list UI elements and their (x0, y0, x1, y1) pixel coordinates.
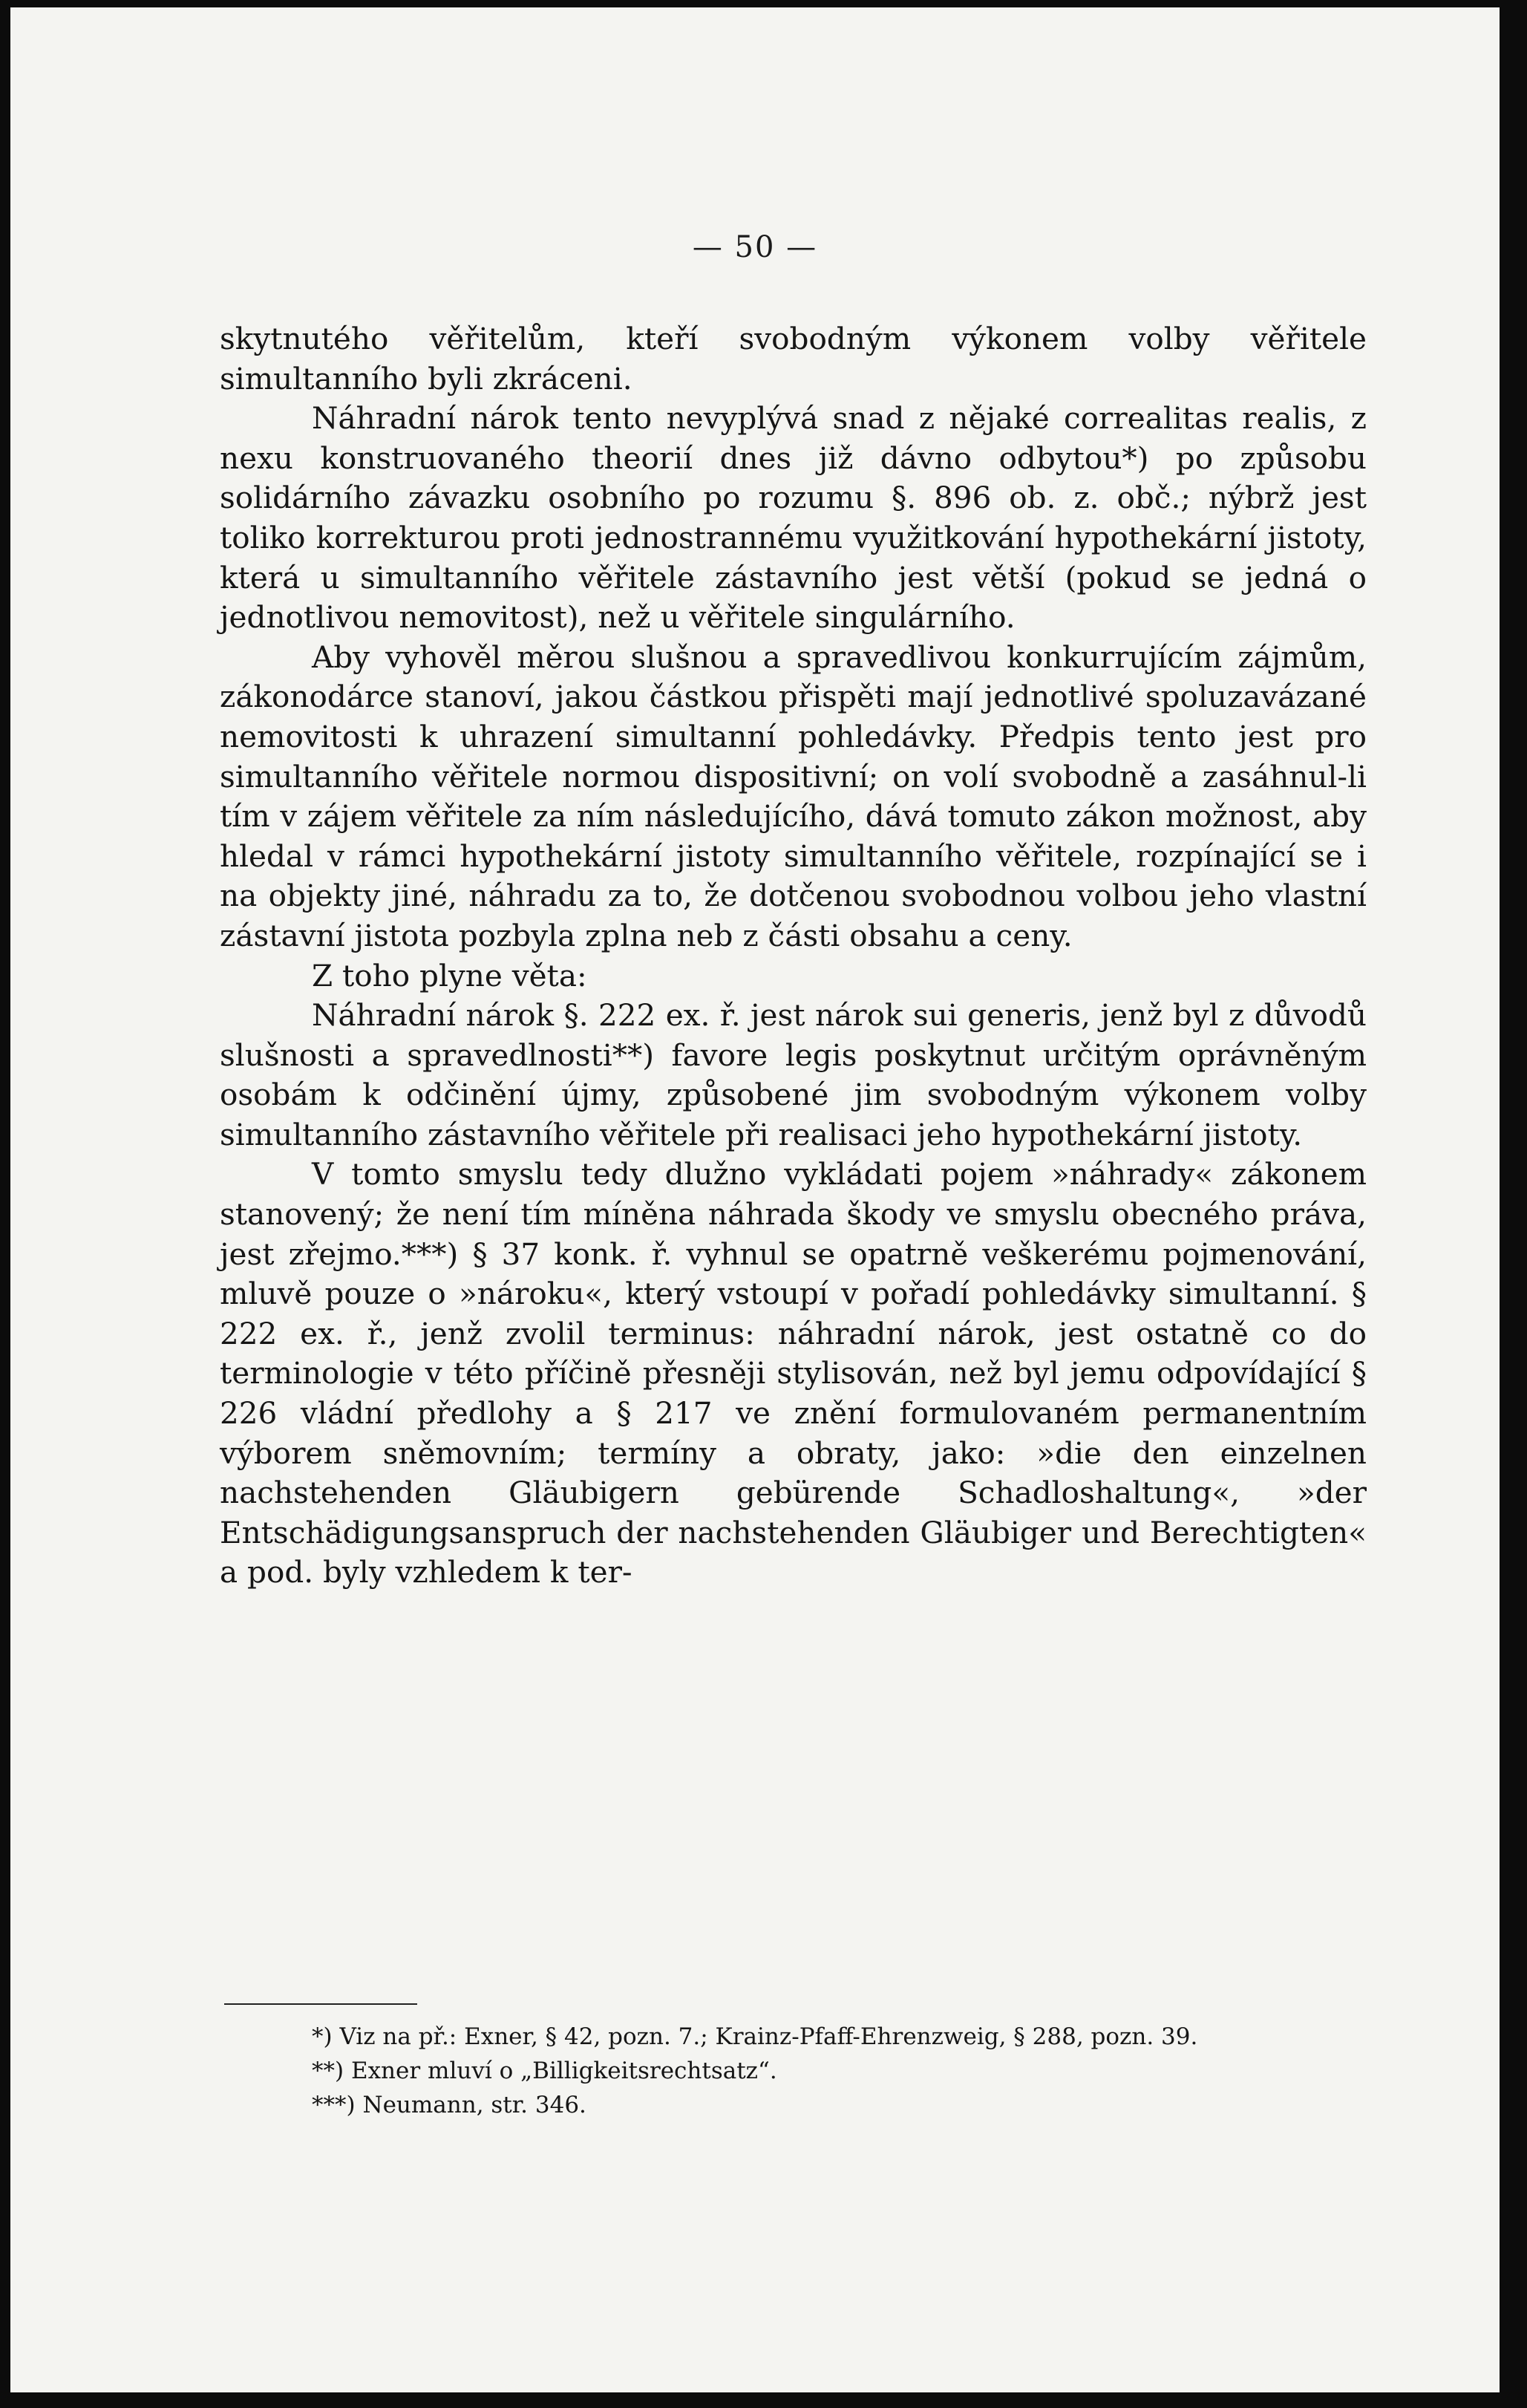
footnote: **) Exner mluví o „Billigkeitsrechtsatz“. (312, 2058, 777, 2084)
paragraph: skytnutého věřitelům, kteří svobodným výkonem volby věřitele simultanního byli zkráceni. (220, 321, 1367, 397)
page-number: — 50 — (692, 230, 818, 264)
paragraph: Náhradní nárok tento nevyplývá snad z nějaké correalitas realis, z nexu konstruovaného theorií dnes již dávno odbytou*) po způsobu solidárního závazku osobního po rozumu §. 896 ob. z. obč.; nýbrž jest toliko korrekturou proti jednostrannému využitkování hypothekární jistoty, která u simultanního věřitele zástavního jest větší (pokud se jedná o jednotlivou nemovitost), než u věřitele singulárního. (220, 400, 1367, 636)
paragraph: V tomto smyslu tedy dlužno vykládati pojem »náhrady« zákonem stanovený; že není tím míněna náhrada škody ve smyslu obecného práva, jest zřejmo.***) § 37 konk. ř. vyhnul se opatrně veškerému pojmenování, mluvě pouze o »nároku«, který vstoupí v pořadí pohledávky simultanní. § 222 ex. ř., jenž zvolil terminus: náhradní nárok, jest ostatně co do terminologie v této příčině přesněji stylisován, než byl jemu odpovídající § 226 vládní předlohy a § 217 ve znění formulovaném permanentním výborem sněmovním; termíny a obraty, jako: »die den einzelnen nachstehenden Gläubigern gebürende Schadloshaltung«, »der Entschädigungsanspruch der nachstehenden Gläubiger und Berechtigten« a pod. byly vzhledem k ter- (220, 1156, 1367, 1590)
footnote: *) Viz na př.: Exner, § 42, pozn. 7.; Krainz-Pfaff-Ehrenzweig, § 288, pozn. 39. (312, 2023, 1198, 2050)
main-text (220, 319, 1367, 1593)
paragraph: Z toho plyne věta: (312, 957, 587, 993)
paragraph: Náhradní nárok §. 222 ex. ř. jest nárok sui generis, jenž byl z důvodů slušnosti a spravedlnosti**) favore legis poskytnut určitým oprávněným osobám k odčinění újmy, způsobené jim svobodným výkonem volby simultanního zástavního věřitele při realisaci jeho hypothekární jistoty. (220, 997, 1367, 1152)
footnote: ***) Neumann, str. 346. (312, 2092, 586, 2118)
footnote-divider (224, 2003, 417, 2005)
paragraph: Aby vyhověl měrou slušnou a spravedlivou konkurrujícím zájmům, zákonodárce stanoví, jakou částkou přispěti mají jednotlivé spoluzavázané nemovitosti k uhrazení simultanní pohledávky. Předpis tento jest pro simultanního věřitele normou dispositivní; on volí svobodně a zasáhnul-li tím v zájem věřitele za ním následujícího, dává tomuto zákon možnost, aby hledal v rámci hypothekární jistoty simultanního věřitele, rozpínající se i na objekty jiné, náhradu za to, že dotčenou svobodnou volbou jeho vlastní zástavní jistota pozbyla zplna neb z části obsahu a ceny. (220, 639, 1367, 953)
footnotes (220, 2020, 1367, 2122)
book-page (10, 7, 1500, 2392)
